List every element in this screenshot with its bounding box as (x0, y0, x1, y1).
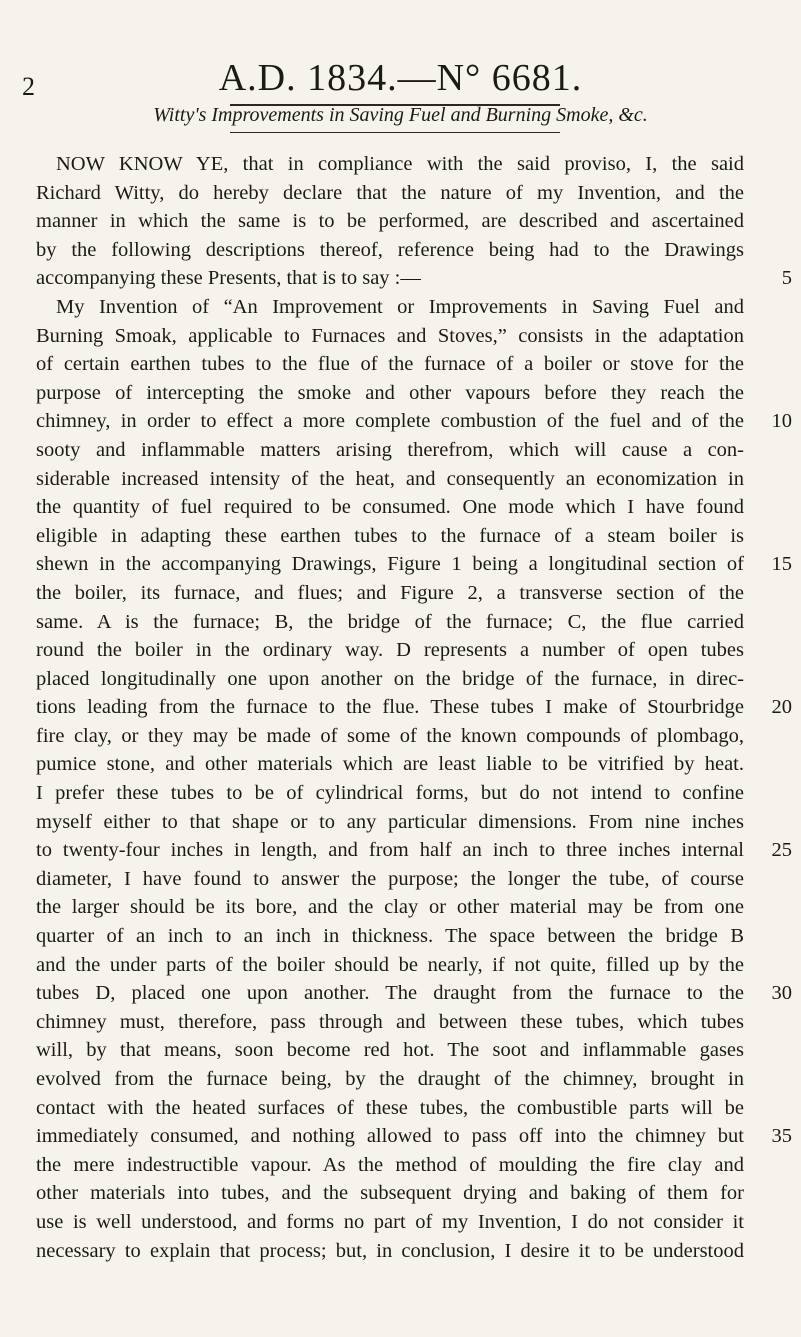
text-line (36, 922, 796, 951)
text-line (36, 893, 796, 922)
text-line-content: Burning Smoak, applicable to Furnaces and Stoves,” consists in the adaptation (36, 324, 744, 347)
text-line-content: of certain earthen tubes to the flue of the furnace of a boiler or stove for the (36, 353, 744, 376)
text-line-content: diameter, I have found to answer the purpose; the longer the tube, of course (36, 867, 744, 890)
text-line-content: use is well understood, and forms no part of my Invention, I do not consider it (36, 1210, 744, 1233)
text-line (36, 1179, 796, 1208)
text-line-content: and the under parts of the boiler should be nearly, if not quite, filled up by the (36, 953, 744, 976)
text-line (36, 1036, 796, 1065)
text-line (36, 379, 796, 408)
text-line-content: evolved from the furnace being, by the draught of the chimney, brought in (36, 1068, 744, 1090)
text-line-content: quarter of an inch to an inch in thickness. The space between the bridge B (36, 925, 744, 948)
text-line (36, 465, 796, 494)
text-line-content: the mere indestructible vapour. As the method of moulding the fire clay and (36, 1153, 744, 1176)
text-line (36, 150, 796, 179)
text-line-content: by the following descriptions thereof, reference being had to the Drawings (36, 238, 744, 261)
text-line-content: immediately consumed, and nothing allowed to pass off into the chimney but (36, 1125, 744, 1148)
text-line-content: pumice stone, and other materials which are least liable to be vitrified by heat. (36, 753, 744, 776)
text-line (36, 779, 796, 808)
line-number: 20 (771, 696, 792, 719)
body-text (36, 150, 796, 1265)
line-number: 10 (771, 410, 792, 433)
text-line-content: the quantity of fuel required to be consumed. One mode which I have found (36, 496, 744, 519)
text-line (36, 579, 796, 608)
text-line (36, 836, 796, 865)
text-line-content: eligible in adapting these earthen tubes to the furnace of a steam boiler is (36, 524, 744, 547)
text-line (36, 693, 796, 722)
text-line (36, 865, 796, 894)
text-line (36, 522, 796, 551)
running-head: Witty's Improvements in Saving Fuel and Burning Smoke, &c. (153, 104, 648, 126)
text-line (36, 608, 796, 637)
text-line-content: siderable increased intensity of the heat, and consequently an economization in (36, 467, 744, 490)
text-line-content: tubes D, placed one upon another. The draught from the furnace to the (36, 982, 744, 1005)
text-line (36, 1208, 796, 1237)
line-number: 15 (771, 553, 792, 576)
text-line-content: purpose of intercepting the smoke and other vapours before they reach the (36, 381, 744, 404)
line-number: 25 (771, 839, 792, 862)
text-line (36, 264, 796, 293)
text-line (36, 236, 796, 265)
text-line-content: same. A is the furnace; B, the bridge of the furnace; C, the flue carried (36, 610, 744, 633)
text-line (36, 1237, 796, 1266)
text-line-content: to twenty-four inches in length, and from half an inch to three inches internal (36, 839, 744, 862)
text-line (36, 1008, 796, 1037)
text-line (36, 1094, 796, 1123)
text-line-content: round the boiler in the ordinary way. D represents a number of open tubes (36, 639, 744, 662)
text-line-content: accompanying these Presents, that is to say :— (36, 267, 421, 290)
text-line (36, 407, 796, 436)
document-title: A.D. 1834.—N° 6681. (218, 57, 583, 99)
text-line (36, 1065, 796, 1094)
text-line-content: manner in which the same is to be performed, are described and ascertained (36, 210, 744, 233)
text-line (36, 493, 796, 522)
text-line-content: I prefer these tubes to be of cylindrical forms, but do not intend to confine (36, 782, 744, 805)
text-line (36, 436, 796, 465)
page-number: 2 (22, 72, 35, 101)
header-rule-bottom (230, 132, 560, 133)
text-line-content: chimney must, therefore, pass through and between these tubes, which tubes (36, 1010, 744, 1033)
text-line (36, 665, 796, 694)
text-line-content: the larger should be its bore, and the clay or other material may be from one (36, 896, 744, 919)
text-line-content: placed longitudinally one upon another on the bridge of the furnace, in direc- (36, 667, 744, 690)
text-line (36, 750, 796, 779)
text-line-content: chimney, in order to effect a more complete combustion of the fuel and of the (36, 410, 744, 433)
text-line (36, 207, 796, 236)
text-line (36, 951, 796, 980)
text-line-content: necessary to explain that process; but, in conclusion, I desire it to be understood (36, 1239, 744, 1262)
text-line (36, 322, 796, 351)
text-line (36, 722, 796, 751)
line-number: 5 (781, 267, 792, 290)
text-line (36, 1151, 796, 1180)
text-line (36, 179, 796, 208)
text-line-content: contact with the heated surfaces of these tubes, the combustible parts will be (36, 1096, 744, 1119)
text-line-content: My Invention of “An Improvement or Improvements in Saving Fuel and (56, 295, 744, 318)
text-line-content: Richard Witty, do hereby declare that the nature of my Invention, and the (36, 181, 744, 204)
line-number: 30 (771, 982, 792, 1005)
text-line (36, 550, 796, 579)
text-line-content: NOW KNOW YE, that in compliance with the said proviso, I, the said (56, 153, 744, 175)
text-line (36, 808, 796, 837)
text-line (36, 1122, 796, 1151)
text-line (36, 350, 796, 379)
text-line-content: tions leading from the furnace to the flue. These tubes I make of Stourbridge (36, 696, 744, 719)
text-line-content: myself either to that shape or to any particular dimensions. From nine inches (36, 810, 744, 833)
text-line-content: fire clay, or they may be made of some of the known compounds of plombago, (36, 724, 744, 747)
text-line-content: shewn in the accompanying Drawings, Figure 1 being a longitudinal section of (36, 553, 744, 576)
text-line-content: sooty and inflammable matters arising therefrom, which will cause a con- (36, 438, 744, 461)
text-line-content: will, by that means, soon become red hot. The soot and inflammable gases (36, 1039, 744, 1062)
text-line (36, 636, 796, 665)
text-line-content: other materials into tubes, and the subsequent drying and baking of them for (36, 1182, 744, 1205)
text-line (36, 979, 796, 1008)
text-line-content: the boiler, its furnace, and flues; and Figure 2, a transverse section of the (36, 581, 744, 604)
text-line (36, 293, 796, 322)
line-number: 35 (771, 1125, 792, 1148)
